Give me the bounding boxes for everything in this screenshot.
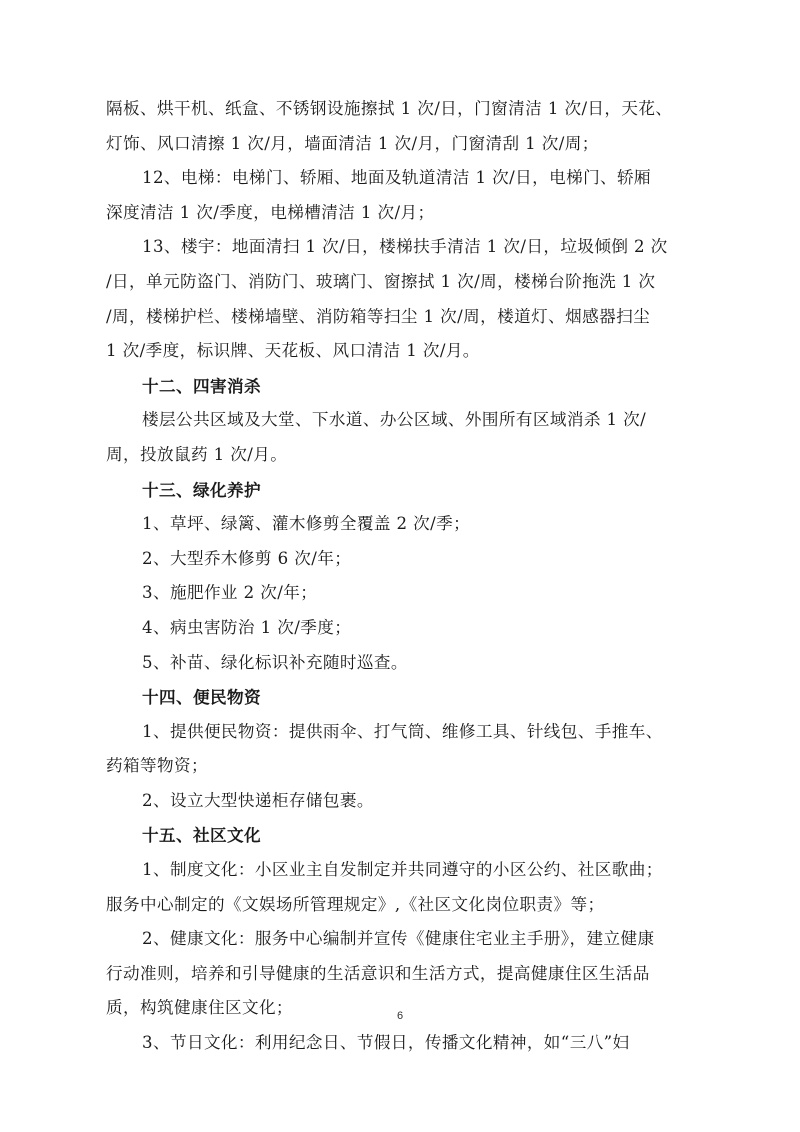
text-line: 3、施肥作业 2 次/年； (142, 583, 318, 603)
text-line: 4、病虫害防治 1 次/季度； (142, 617, 352, 637)
text-line: 1、提供便民物资：提供雨伞、打气筒、维修工具、针线包、手推车、 (142, 721, 663, 741)
text-line: 1、制度文化：小区业主自发制定并共同遵守的小区公约、社区歌曲； (142, 860, 663, 880)
text-line: 2、健康文化：服务中心编制并宣传《健康住宅业主手册》，建立健康 (142, 929, 655, 949)
text-line: 5、补苗、绿化标识补充随时巡查。 (142, 652, 408, 672)
section-heading: 十二、四害消杀 (142, 375, 261, 396)
text-line: 药箱等物资； (106, 756, 208, 776)
document-body (106, 92, 706, 1061)
text-line: 3、节日文化：利用纪念日、节假日，传播文化精神，如“三八”妇 (142, 1033, 630, 1053)
text-line: 2、大型乔木修剪 6 次/年； (142, 548, 352, 568)
text-line: 周，投放鼠药 1 次/月。 (106, 444, 288, 464)
text-line: 行动准则，培养和引导健康的生活意识和生活方式，提高健康住区生活品 (106, 963, 650, 983)
text-line: 质，构筑健康住区文化； (106, 998, 293, 1018)
section-heading: 十四、便民物资 (142, 687, 261, 708)
text-line: 服务中心制定的《文娱场所管理规定》,《社区文化岗位职责》等； (106, 894, 605, 914)
text-line: 12、电梯：电梯门、轿厢、地面及轨道清洁 1 次/日，电梯门、轿厢 (142, 168, 652, 188)
text-line: 楼层公共区域及大堂、下水道、办公区域、外围所有区域消杀 1 次/ (142, 410, 647, 430)
section-heading: 十五、社区文化 (142, 825, 261, 846)
text-line: 1、草坪、绿篱、灌木修剪全覆盖 2 次/季； (142, 514, 471, 534)
text-line: /日，单元防盗门、消防门、玻璃门、窗擦拭 1 次/周，楼梯台阶拖洗 1 次 (106, 271, 656, 291)
text-line: 1 次/季度，标识牌、天花板、风口清洁 1 次/月。 (106, 341, 480, 361)
text-line: 隔板、烘干机、纸盒、不锈钢设施擦拭 1 次/日，门窗清洁 1 次/日，天花、 (106, 99, 673, 118)
section-heading: 十三、绿化养护 (142, 479, 261, 500)
text-line: 2、设立大型快递柜存储包裹。 (142, 790, 374, 810)
text-line: 灯饰、风口清擦 1 次/月，墙面清洁 1 次/月，门窗清刮 1 次/周； (106, 133, 599, 153)
text-line: 13、楼宇：地面清扫 1 次/日，楼梯扶手清洁 1 次/日，垃圾倾倒 2 次 (142, 237, 668, 257)
page-number: 6 (396, 1010, 404, 1022)
text-line: 深度清洁 1 次/季度，电梯槽清洁 1 次/月； (106, 202, 435, 222)
text-line: /周，楼梯护栏、楼梯墙壁、消防箱等扫尘 1 次/周，楼道灯、烟感器扫尘 (106, 306, 651, 326)
